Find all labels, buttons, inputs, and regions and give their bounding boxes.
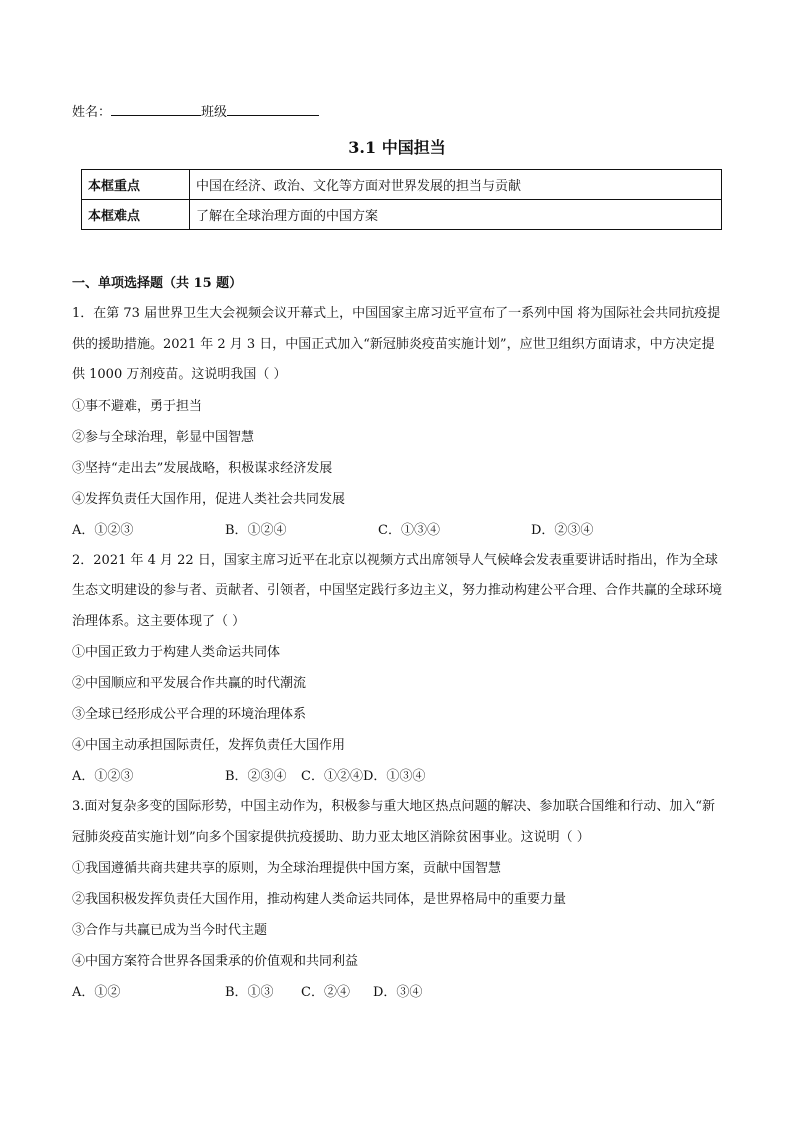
option-d[interactable]: D．②③④ [531,522,594,538]
question-item: ④中国方案符合世界各国秉承的价值观和共同利益 [72,954,359,969]
question-item: ①中国正致力于构建人类命运共同体 [72,645,281,660]
difficulty-value: 了解在全球治理方面的中国方案 [190,200,722,230]
question-3 [72,792,722,1008]
name-class-line [72,102,319,122]
option-b[interactable]: B．①③ [225,985,274,1000]
question-item: ②我国积极发挥负责任大国作用，推动构建人类命运共同体，是世界格局中的重要力量 [72,892,567,907]
question-item: ③坚持“走出去”发展战略，积极谋求经济发展 [72,460,333,476]
class-label: 班级 [201,105,228,120]
question-item: ②参与全球治理，彰显中国智慧 [72,429,255,445]
question-item: ③合作与共赢已成为当今时代主题 [72,923,268,938]
option-b[interactable]: B．①②④ [225,522,287,538]
option-c[interactable]: C．②④ [301,985,350,1000]
question-item: ④发挥负责任大国作用，促进人类社会共同发展 [72,491,346,507]
question-item: ①事不避难，勇于担当 [72,398,203,414]
class-blank[interactable] [227,102,319,116]
focus-row [82,170,722,200]
focus-table [81,169,722,230]
difficulty-key: 本框难点 [82,200,190,230]
question-item: ③全球已经形成公平合理的环境治理体系 [72,707,307,722]
question-stem: 3.面对复杂多变的国际形势，中国主动作为，积极参与重大地区热点问题的解决、参加联合国维和行动、加入“新冠肺炎疫苗实施计划”向多个国家提供抗疫援助、助力亚太地区消除贫困事业。这说明（ ） [72,799,716,845]
answer-options [72,977,722,1008]
page-title: 3.1 中国担当 [348,138,446,157]
option-b[interactable]: B．②③④ [225,769,287,784]
option-d[interactable]: D．③④ [373,985,423,1000]
option-a[interactable]: A．①②③ [72,769,134,784]
question-item: ②中国顺应和平发展合作共赢的时代潮流 [72,676,307,691]
option-a[interactable]: A．①②③ [72,522,134,538]
answer-options [72,515,722,546]
question-item: ①我国遵循共商共建共享的原则，为全球治理提供中国方案，贡献中国智慧 [72,861,502,876]
section-title: 一、单项选择题（共 15 题） [72,276,243,291]
name-blank[interactable] [111,102,201,116]
question-2 [72,546,722,793]
option-c[interactable]: C．①②④ [301,769,363,784]
question-1 [72,299,722,546]
option-a[interactable]: A．①② [72,985,121,1000]
question-content [72,268,722,1008]
difficulty-row [82,200,722,230]
question-stem: 2．2021 年 4 月 22 日，国家主席习近平在北京以视频方式出席领导人气候峰会发表重要讲话时指出，作为全球生态文明建设的参与者、贡献者、引领者，中国坚定践行多边主义，努力推动构建公平合理、合作共赢的全球环境治理体系。这主要体现了（ ） [72,552,723,629]
question-stem: 1．在第 73 届世界卫生大会视频会议开幕式上，中国国家主席习近平宣布了一系列中国 将为国际社会共同抗疫提供的援助措施。2021 年 2 月 3 日，中国正式加入“新冠肺炎疫苗实施计划”，应世卫组织方面请求，中方决定提供 1000 万剂疫苗。这说明我国（ ） [72,306,721,382]
question-item: ④中国主动承担国际责任，发挥负责任大国作用 [72,738,346,753]
focus-value: 中国在经济、政治、文化等方面对世界发展的担当与贡献 [190,170,722,200]
option-d[interactable]: D．①③④ [362,769,426,784]
name-label: 姓名： [72,105,112,120]
option-c[interactable]: C．①③④ [378,522,440,538]
focus-key: 本框重点 [82,170,190,200]
answer-options [72,761,722,792]
